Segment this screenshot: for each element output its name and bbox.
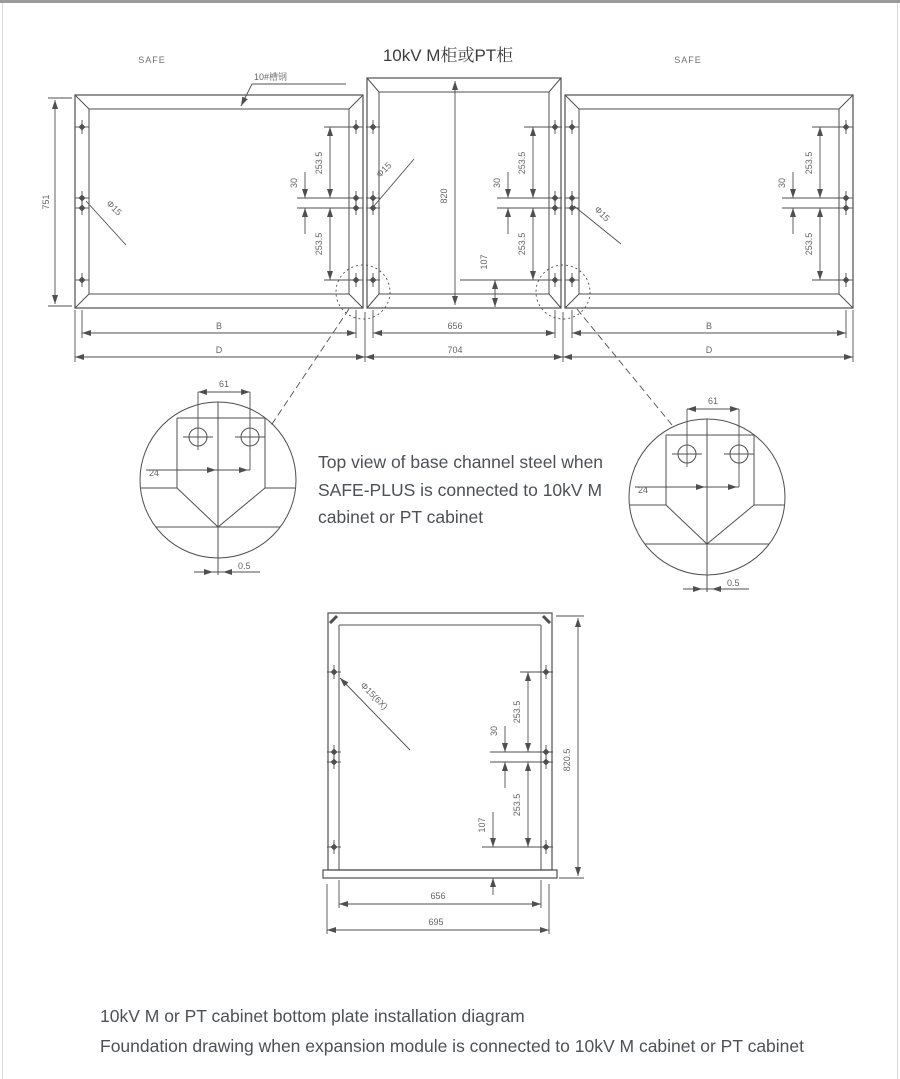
dim-B-right-label: B [705,321,713,331]
dim-253-5-label: 253.5 [512,793,522,817]
dim-D-left-label: D [215,345,223,355]
dim-61-label: 61 [707,396,719,406]
dim-0-5-label: 0.5 [727,578,740,588]
phi15-label: Φ15 [592,204,612,224]
page-top-border [0,0,900,3]
top-view-left-cabinet-frame [75,95,363,308]
dim-704-label: 704 [447,345,463,355]
dim-820 [439,81,455,305]
dim-61-label: 61 [218,379,230,389]
bottom-plate-frame [323,613,557,878]
detail-note [318,452,603,527]
dim-24-label: 24 [148,468,160,478]
mounting-hole-marks-top-drawing [75,120,853,287]
channel-steel-callout [241,71,346,106]
dim-253-5-label: 253.5 [512,700,522,724]
dims-middle-cabinet-holes [460,127,560,307]
dim-24-label: 24 [637,485,649,495]
dim-30-label: 30 [492,177,502,189]
dim-0-5-label: 0.5 [238,561,251,571]
dim-695-label: 695 [428,917,444,927]
dims-top-drawing-widths [75,310,853,362]
phi15-callout-right [574,204,621,244]
caption-block [100,1006,804,1056]
channel-steel-callout-label: 10#槽钢 [254,72,288,82]
note-line-1: Top view of base channel steel when [318,452,604,472]
mounting-hole-marks-bottom-drawing [327,665,553,854]
phi15-6x-callout [340,678,410,750]
caption-line-2: Foundation drawing when expansion module is connected to 10kV M cabinet or PT cabinet [100,1036,804,1056]
dim-D-right-label: D [705,345,713,355]
dim-656-label: 656 [447,321,463,331]
note-line-3: cabinet or PT cabinet [318,507,484,527]
safe-label-left: SAFE [138,55,166,65]
top-view-right-cabinet-frame [565,95,853,308]
dim-107-label: 107 [479,254,489,270]
dim-253-5-label: 253.5 [804,232,814,256]
phi15-callout-left [86,198,126,245]
dim-253-5-label: 253.5 [314,151,324,175]
dim-820-5 [556,616,584,878]
detail-view-left [140,379,296,575]
dim-253-5-label: 253.5 [517,232,527,256]
dim-107-label: 107 [477,817,487,833]
detail-reference-circles [270,265,672,427]
drawing-title: 10kV M柜或PT柜 [382,46,514,65]
phi15-callout-middle [374,159,414,206]
dim-253-5-label: 253.5 [314,232,324,256]
dim-253-5-label: 253.5 [517,151,527,175]
top-view-middle-cabinet-frame [367,78,561,308]
dim-656-label: 656 [430,891,446,901]
dim-30-label: 30 [777,177,787,189]
dim-30-label: 30 [489,725,499,737]
dim-820-5-label: 820.5 [562,748,572,772]
caption-line-1: 10kV M or PT cabinet bottom plate installation diagram [100,1006,525,1026]
dim-253-5-label: 253.5 [804,151,814,175]
dim-751 [41,98,72,306]
safe-label-right: SAFE [674,55,702,65]
dim-30-label: 30 [289,177,299,189]
phi15-label: Φ15 [374,160,394,180]
phi15-6x-label: Φ15(6X) [358,680,390,712]
phi15-label: Φ15 [104,198,124,218]
dim-751-label: 751 [41,194,51,210]
detail-view-right [629,396,785,592]
dim-B-left-label: B [215,321,223,331]
dims-bottom-plate-widths [327,880,549,934]
note-line-2: SAFE-PLUS is connected to 10kV M [318,480,603,500]
dim-820-label: 820 [439,188,449,204]
